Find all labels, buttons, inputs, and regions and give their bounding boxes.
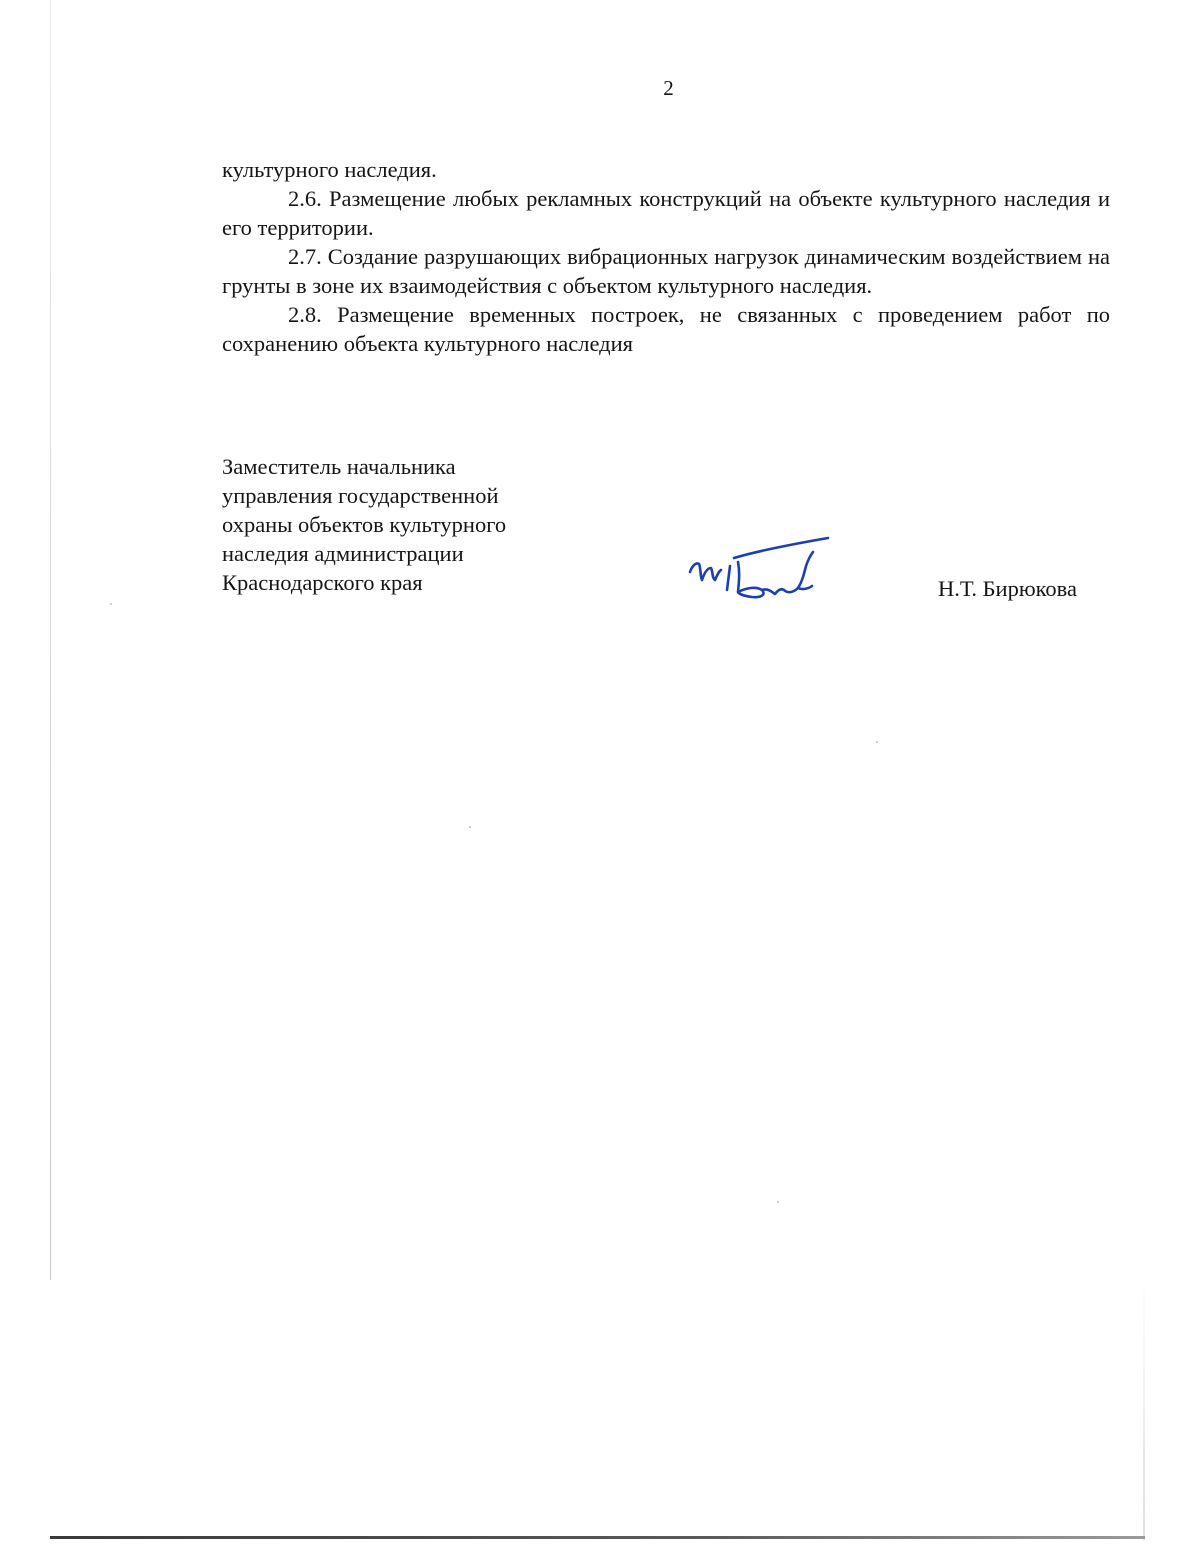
signer-name: Н.Т. Бирюкова [938, 576, 1077, 601]
scan-speck [876, 741, 878, 743]
position-line: Заместитель начальника [222, 454, 456, 479]
signature-stroke [734, 538, 828, 558]
paragraph-2-8: 2.8. Размещение временных построек, не связанных с проведением работ по сохранению объекта культурного наследия [222, 302, 1110, 356]
paragraph-2-6: 2.6. Размещение любых рекламных конструкций на объекте культурного наследия и его территории. [222, 186, 1110, 240]
signature-stroke [690, 563, 721, 580]
scan-edge-right [1143, 1270, 1145, 1540]
position-line: охраны объектов культурного [222, 512, 507, 537]
page-number: 2 [663, 76, 674, 100]
scan-edge-bottom [50, 1536, 1145, 1539]
handwritten-signature [682, 528, 842, 608]
scan-speck [777, 1201, 779, 1203]
signature-stroke [727, 566, 730, 590]
position-line: наследия администрации [222, 541, 464, 566]
signatory-position [222, 452, 506, 597]
scan-speck [110, 603, 112, 605]
signature-stroke [738, 562, 764, 597]
scan-edge-left [50, 0, 51, 1280]
position-line: Краснодарского края [222, 570, 423, 595]
document-body [222, 155, 1110, 358]
position-line: управления государственной [222, 483, 499, 508]
paragraph-2-7: 2.7. Создание разрушающих вибрационных нагрузок динамическим воздействием на грунты в зоне их взаимодействия с объектом культурного наследия. [222, 244, 1110, 298]
scan-speck [469, 826, 471, 828]
paragraph-continuation: культурного наследия. [222, 157, 437, 182]
